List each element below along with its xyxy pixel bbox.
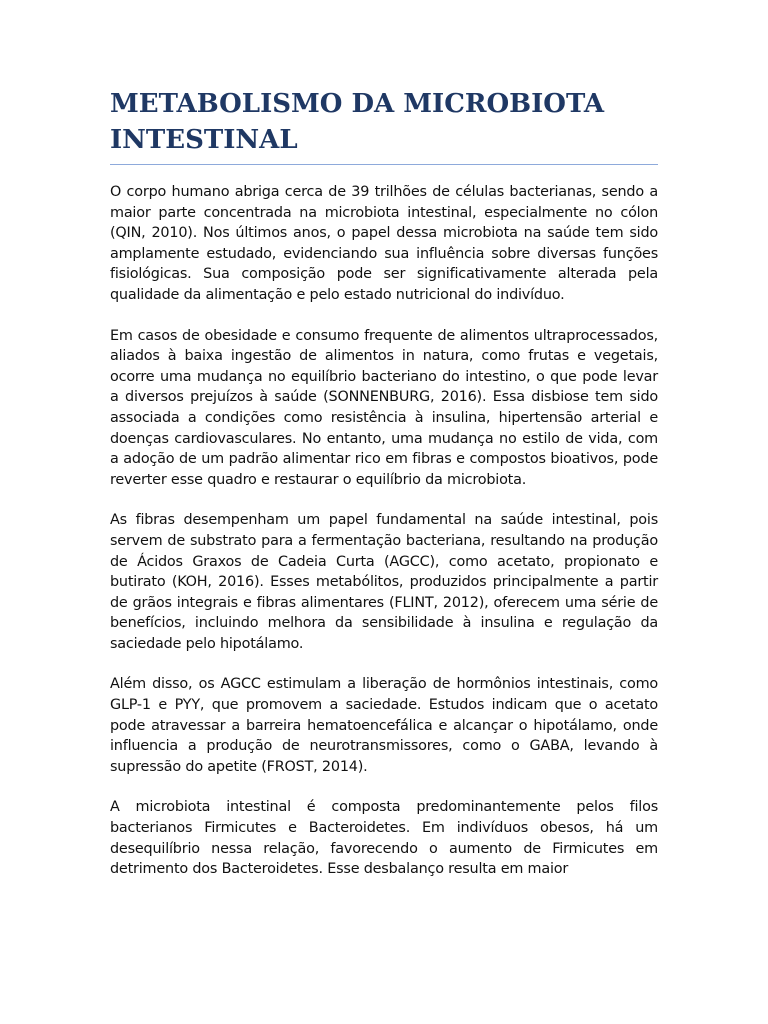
- paragraph-4: Além disso, os AGCC estimulam a liberação de hormônios intestinais, como GLP-1 e PYY, que promovem a saciedade. Estudos indicam que o acetato pode atravessar a barreira hematoencefálica e alcançar o hipotálamo, onde influencia a produção de neurotransmissores, como o GABA, levando à supressão do apetite (FROST, 2014).: [110, 676, 658, 775]
- document-title: METABOLISMO DA MICROBIOTA INTESTINAL: [110, 86, 658, 165]
- paragraph-3: As fibras desempenham um papel fundamental na saúde intestinal, pois servem de substrato para a fermentação bacteriana, resultando na produção de Ácidos Graxos de Cadeia Curta (AGCC), como acetato, propionato e butirato (KOH, 2016). Esses metabólitos, produzidos principalmente a partir de grãos integrais e fibras alimentares (FLINT, 2012), oferecem uma série de benefícios, incluindo melhora da sensibilidade à insulina e regulação da saciedade pelo hipotálamo.: [110, 512, 658, 652]
- paragraph-2: Em casos de obesidade e consumo frequente de alimentos ultraprocessados, aliados à baixa ingestão de alimentos in natura, como frutas e vegetais, ocorre uma mudança no equilíbrio bacteriano do intestino, o que pode levar a diversos prejuízos à saúde (SONNENBURG, 2016). Essa disbiose tem sido associada a condições como resistência à insulina, hipertensão arterial e doenças cardiovasculares. No entanto, uma mudança no estilo de vida, com a adoção de um padrão alimentar rico em fibras e compostos bioativos, pode reverter esse quadro e restaurar o equilíbrio da microbiota.: [110, 327, 658, 488]
- paragraph-5: A microbiota intestinal é composta predominantemente pelos filos bacterianos Firmicutes e Bacteroidetes. Em indivíduos obesos, há um desequilíbrio nessa relação, favorecendo o aumento de Firmicutes em detrimento dos Bacteroidetes. Esse desbalanço resulta em maior: [110, 799, 658, 878]
- document-body: [110, 182, 658, 880]
- paragraph-1: O corpo humano abriga cerca de 39 trilhões de células bacterianas, sendo a maior parte concentrada na microbiota intestinal, especialmente no cólon (QIN, 2010). Nos últimos anos, o papel dessa microbiota na saúde tem sido amplamente estudado, evidenciando sua influência sobre diversas funções fisiológicas. Sua composição pode ser significativamente alterada pela qualidade da alimentação e pelo estado nutricional do indivíduo.: [110, 184, 658, 303]
- document-page: [110, 86, 658, 900]
